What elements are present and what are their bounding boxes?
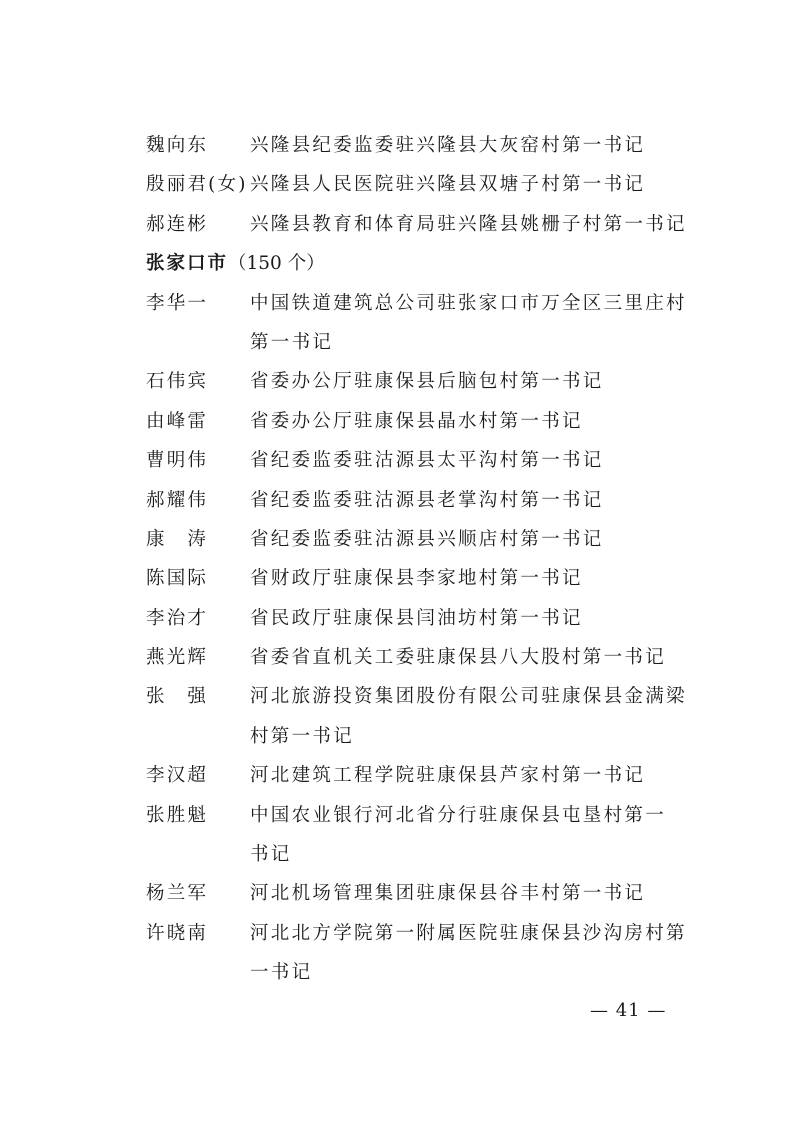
assignment-text: 中国农业银行河北省分行驻康保县屯垦村第一 [250,804,667,826]
document-body [146,126,706,993]
list-item [146,835,706,874]
person-name: 郝耀伟 [146,489,209,511]
list-item [146,559,706,598]
list-item [146,914,706,953]
assignment-text: 省民政厅驻康保县闫油坊村第一书记 [250,607,583,629]
list-item [146,953,706,992]
section-count: （150 个） [228,253,325,275]
list-item [146,165,706,204]
assignment-text: 省纪委监委驻沽源县老掌沟村第一书记 [250,489,604,511]
person-name: 石伟宾 [146,371,209,393]
assignment-text: 河北旅游投资集团股份有限公司驻康保县金满梁 [250,686,687,708]
list-item [146,638,706,677]
list-item [146,362,706,401]
assignment-text: 省财政厅驻康保县李家地村第一书记 [250,568,583,590]
list-item [146,520,706,559]
assignment-text: 兴隆县纪委监委驻兴隆县大灰窑村第一书记 [250,135,646,156]
assignment-text: 省委办公厅驻康保县晶水村第一书记 [250,410,583,432]
person-name: 康 涛 [146,528,209,550]
assignment-text: 兴隆县人民医院驻兴隆县双塘子村第一书记 [250,174,646,196]
assignment-text: 省委省直机关工委驻康保县八大股村第一书记 [250,647,667,669]
list-item [146,717,706,756]
list-item [146,677,706,716]
person-name: 殷丽君(女) [146,174,248,196]
list-item [146,796,706,835]
section-title: 张家口市 [146,253,229,275]
list-item [146,205,706,244]
list-item [146,481,706,520]
list-item [146,402,706,441]
person-name: 由峰雷 [146,410,209,432]
list-item [146,126,706,165]
person-name: 许晓南 [146,922,209,944]
assignment-text: 省委办公厅驻康保县后脑包村第一书记 [250,371,604,393]
assignment-text: 省纪委监委驻沽源县太平沟村第一书记 [250,450,604,472]
person-name: 燕光辉 [146,647,209,669]
person-name: 郝连彬 [146,213,209,235]
assignment-text: 书记 [250,844,292,866]
assignment-text: 村第一书记 [250,725,355,747]
person-name: 李华一 [146,292,209,314]
assignment-text: 第一书记 [250,331,334,353]
list-item [146,874,706,913]
assignment-text: 河北建筑工程学院驻康保县芦家村第一书记 [250,765,646,787]
assignment-text: 中国铁道建筑总公司驻张家口市万全区三里庄村 [250,292,687,314]
list-item [146,599,706,638]
list-item [146,441,706,480]
list-item [146,284,706,323]
list-item [146,323,706,362]
list-item [146,756,706,795]
person-name: 陈国际 [146,568,209,590]
person-name: 张 强 [146,686,209,708]
page-number: — 41 — [590,1000,667,1021]
person-name: 李治才 [146,607,209,629]
assignment-text: 兴隆县教育和体育局驻兴隆县姚栅子村第一书记 [250,213,687,235]
person-name: 李汉超 [146,765,209,787]
assignment-text: 河北机场管理集团驻康保县谷丰村第一书记 [250,883,646,905]
person-name: 张胜魁 [146,804,209,826]
section-heading [146,244,706,283]
person-name: 曹明伟 [146,450,209,472]
assignment-text: 一书记 [250,962,313,984]
assignment-text: 河北北方学院第一附属医院驻康保县沙沟房村第 [250,922,687,944]
assignment-text: 省纪委监委驻沽源县兴顺店村第一书记 [250,528,604,550]
person-name: 杨兰军 [146,883,209,905]
person-name: 魏向东 [146,135,209,156]
